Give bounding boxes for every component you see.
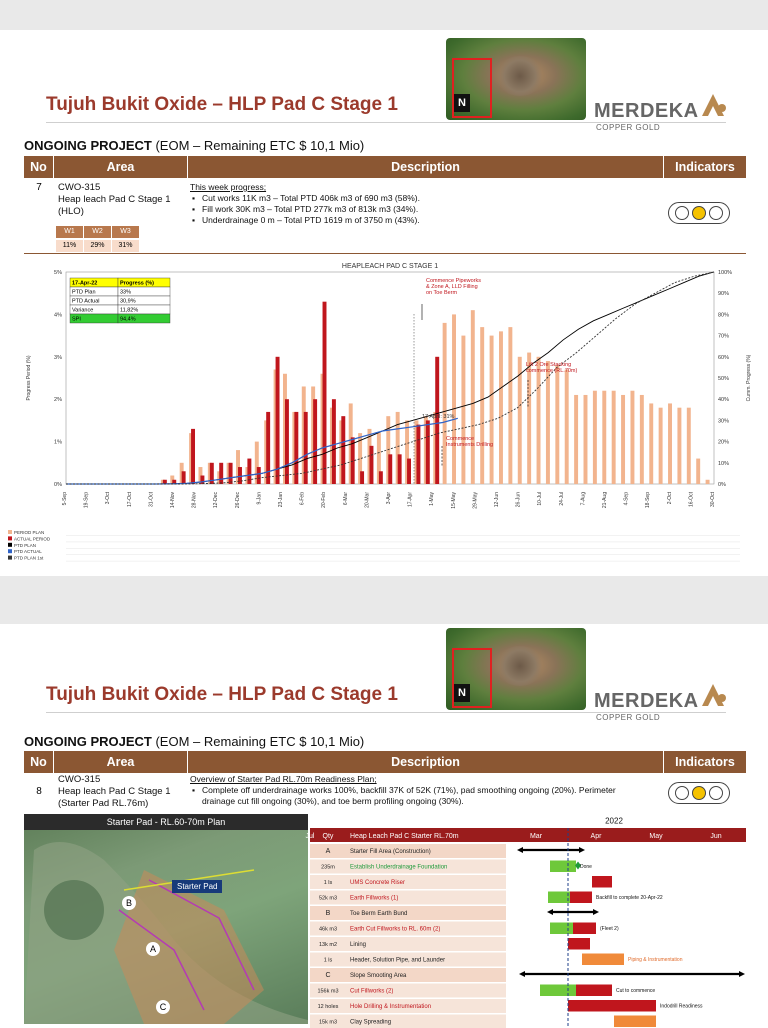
logo-sub: COPPER GOLD	[596, 123, 660, 132]
pit-shape	[496, 56, 544, 96]
x-tick-label: 29-May	[472, 492, 478, 509]
row-description	[190, 774, 630, 807]
y-tick-label: 1%	[54, 440, 62, 446]
period-plan-bar	[574, 395, 578, 484]
x-tick-label: 3-Oct	[105, 491, 111, 504]
gantt-qty: B	[326, 910, 331, 917]
actual-period-bar	[369, 446, 373, 484]
map-title: Starter Pad - RL.60-70m Plan	[24, 814, 308, 830]
period-plan-bar	[480, 327, 484, 484]
gantt-bar	[582, 954, 624, 966]
period-plan-bar	[508, 327, 512, 484]
actual-period-bar	[341, 416, 345, 484]
actual-period-bar	[332, 399, 336, 484]
col-indicators: Indicators	[664, 751, 746, 773]
page-gap-middle	[0, 576, 768, 624]
gantt-arrowhead-icon	[593, 909, 599, 915]
gantt-header-cell: Qty	[323, 833, 334, 840]
light-left-icon	[675, 786, 689, 800]
period-plan-bar	[499, 331, 503, 484]
heading-bold: ONGOING PROJECT	[24, 734, 152, 749]
weight-value: 29%	[84, 240, 111, 252]
starter-pad-gantt	[310, 818, 746, 1028]
zone-label-a: A	[146, 942, 160, 956]
map-drawing	[24, 830, 308, 1024]
logo-word: MERDEKA	[594, 690, 699, 713]
table-header	[24, 751, 746, 773]
gantt-bar	[568, 1000, 656, 1012]
y2-tick-label: 70%	[718, 334, 729, 340]
actual-period-bar	[285, 399, 289, 484]
gantt-note: Cut to commence	[616, 988, 655, 994]
x-tick-label: 6-Mar	[343, 492, 349, 505]
actual-period-bar	[294, 412, 298, 484]
x-tick-label: 3-Apr	[386, 492, 392, 505]
legend-label: PERIOD PLAN	[14, 530, 44, 535]
y-tick-label: 2%	[54, 397, 62, 403]
col-no: No	[24, 751, 54, 773]
period-plan-bar	[555, 365, 559, 484]
row-area	[58, 182, 171, 218]
annotation-line: Lift 2 Ore Stacking	[526, 362, 571, 368]
y2-tick-label: 90%	[718, 291, 729, 297]
weight-value: 11%	[56, 240, 83, 252]
north-arrow-icon: N	[454, 684, 470, 702]
site-minimap	[446, 628, 586, 710]
gantt-qty: 15k m3	[319, 1020, 337, 1026]
gantt-task: Establish Underdrainage Foundation	[350, 865, 447, 871]
y2-tick-label: 100%	[718, 270, 732, 276]
period-plan-bar	[602, 391, 606, 484]
gantt-row-bg	[310, 906, 506, 920]
legend-label: PTD ACTUAL	[14, 549, 42, 554]
x-tick-label: 31-Oct	[148, 491, 154, 507]
period-plan-bar	[677, 408, 681, 484]
x-tick-label: 5-Sep	[62, 492, 68, 506]
gantt-task: Earth Fillworks (1)	[350, 896, 398, 902]
col-indicators: Indicators	[664, 156, 746, 178]
row-no: 8	[24, 786, 54, 797]
x-tick-label: 19-Sep	[84, 492, 90, 508]
gantt-bar	[550, 861, 576, 873]
period-plan-bar	[621, 395, 625, 484]
logo-sub: COPPER GOLD	[596, 713, 660, 722]
gantt-arrowhead-icon	[739, 971, 745, 977]
x-tick-label: 14-Nov	[170, 492, 176, 509]
x-tick-label: 17-Apr	[408, 492, 414, 507]
y-tick-label: 3%	[54, 355, 62, 361]
gantt-note: Indodrill Readiness	[660, 1004, 703, 1010]
area-line: Heap leach Pad C Stage 1	[58, 786, 171, 798]
gantt-arrowhead-icon	[547, 909, 553, 915]
row-area	[58, 774, 171, 810]
summary-value: 11,82%	[120, 308, 138, 314]
x-tick-label: 26-Dec	[235, 492, 241, 509]
gantt-header-cell: Jul	[306, 833, 315, 840]
x-tick-label: 15-May	[451, 492, 457, 509]
summary-label: SPI	[72, 317, 81, 323]
x-tick-label: 30-Oct	[710, 491, 716, 507]
desc-bullet: ▪ Underdrainage 0 m – Total PTD 1619 m of 3750 m (43%).	[190, 215, 420, 226]
gantt-task: Starter Fill Area (Construction)	[350, 849, 431, 855]
gantt-qty: 1 ls	[324, 958, 333, 964]
summary-label: Variance	[72, 308, 93, 314]
x-tick-label: 4-Sep	[624, 492, 630, 506]
y2-tick-label: 50%	[718, 376, 729, 382]
period-plan-bar	[443, 323, 447, 484]
gantt-header-cell: Mar	[530, 833, 543, 840]
gantt-note: Backfill to complete 20-Apr-22	[596, 895, 663, 901]
gantt-qty: 46k m3	[319, 927, 337, 933]
weight-label: W2	[84, 226, 111, 238]
period-plan-bar	[471, 310, 475, 484]
annotation-line: & Zone A, LLD Filling	[426, 284, 478, 290]
gantt-note: Piping & Instrumentation	[628, 957, 683, 963]
y2-tick-label: 80%	[718, 312, 729, 318]
annotation-lift2	[526, 362, 578, 374]
starter-pad-plan-map	[24, 814, 308, 1024]
period-plan-bar	[490, 336, 494, 484]
gantt-task: Slope Smooting Area	[350, 973, 407, 979]
actual-period-bar	[407, 459, 411, 484]
actual-period-bar	[182, 471, 186, 484]
gantt-arrowhead-icon	[517, 847, 523, 853]
legend-label: ACTUAL PERIOD	[14, 536, 51, 541]
gantt-task: Lining	[350, 942, 366, 948]
gantt-bar-remaining	[570, 892, 592, 904]
logo-word: MERDEKA	[594, 100, 699, 123]
legend-label: PTD PLAN 1st	[14, 556, 44, 561]
actual-period-bar	[426, 420, 430, 484]
actual-period-bar	[435, 357, 439, 484]
col-area: Area	[54, 156, 188, 178]
gantt-task: Earth Cut Fillworks to RL. 60m (2)	[350, 927, 440, 933]
x-tick-label: 2-Oct	[667, 491, 673, 504]
gantt-qty: 156k m3	[317, 989, 338, 995]
light-middle-icon	[692, 786, 706, 800]
col-description: Description	[188, 156, 664, 178]
actual-period-bar	[191, 429, 195, 484]
actual-period-bar	[219, 463, 223, 484]
y2-tick-label: 10%	[718, 461, 729, 467]
gantt-arrowhead-icon	[519, 971, 525, 977]
y2-tick-label: 20%	[718, 440, 729, 446]
title-divider	[46, 122, 726, 123]
gantt-header-cell: May	[649, 833, 663, 840]
area-line: (Starter Pad RL.76m)	[58, 798, 171, 810]
summary-label: PTD Plan	[72, 290, 96, 296]
actual-period-bar	[416, 425, 420, 484]
desc-bullet: ▪ Fill work 30K m3 – Total PTD 277k m3 of 813k m3 (34%).	[190, 204, 420, 215]
x-tick-label: 20-Feb	[321, 492, 327, 508]
gantt-row-bg	[310, 875, 506, 889]
gantt-bar	[614, 1016, 656, 1028]
logo-mark-icon	[698, 676, 728, 710]
y2-tick-label: 40%	[718, 397, 729, 403]
desc-title: This week progress;	[190, 182, 420, 193]
zone-label-b: B	[122, 896, 136, 910]
x-tick-label: 24-Jul	[559, 492, 565, 506]
weight-label: W1	[56, 226, 83, 238]
annotation-line: Instruments Drilling	[446, 442, 493, 448]
summary-label: PTD Actual	[72, 299, 100, 305]
traffic-light-indicator	[668, 782, 730, 804]
gantt-qty: 52k m3	[319, 896, 337, 902]
gantt-note: (Fleet 2)	[600, 926, 619, 932]
slide-title: Tujuh Bukit Oxide – HLP Pad C Stage 1	[46, 94, 398, 116]
gantt-bar-done	[548, 892, 570, 904]
y2-tick-label: 0%	[718, 482, 726, 488]
col-area: Area	[54, 751, 188, 773]
table-header	[24, 156, 746, 178]
actual-period-bar	[398, 454, 402, 484]
actual-period-bar	[388, 454, 392, 484]
gantt-task: UMS Concrete Riser	[350, 880, 405, 886]
period-plan-bar	[452, 314, 456, 484]
x-tick-label: 21-Aug	[602, 492, 608, 508]
gantt-bar	[568, 938, 590, 950]
light-left-icon	[675, 206, 689, 220]
area-line: (HLO)	[58, 206, 171, 218]
light-right-icon	[709, 206, 723, 220]
legend-swatch	[8, 556, 12, 560]
annotation-17april: 17 April: 31%	[422, 414, 455, 420]
gantt-year: 2022	[605, 817, 623, 826]
table-row	[24, 774, 746, 812]
period-plan-bar	[630, 391, 634, 484]
light-right-icon	[709, 786, 723, 800]
actual-period-bar	[323, 302, 327, 484]
annotation-line: on Toe Berm	[426, 290, 458, 296]
gantt-qty: C	[325, 972, 330, 979]
row-description	[190, 182, 420, 226]
gantt-bar-remaining	[576, 985, 612, 997]
legend-swatch	[8, 543, 12, 547]
chart-title: HEAPLEACH PAD C STAGE 1	[342, 263, 438, 270]
x-tick-label: 23-Jan	[278, 492, 284, 508]
x-tick-label: 10-Jul	[537, 492, 543, 506]
gantt-task: Hole Drilling & Instrumentation	[350, 1004, 431, 1010]
x-tick-label: 18-Sep	[645, 492, 651, 508]
gantt-note: Done	[580, 864, 592, 870]
legend-swatch	[8, 549, 12, 553]
x-tick-label: 7-Aug	[580, 492, 586, 506]
period-plan-bar	[584, 395, 588, 484]
annotation-line: Commence	[446, 436, 474, 442]
period-plan-bar	[659, 408, 663, 484]
summary-value: 30,9%	[120, 299, 136, 305]
actual-period-bar	[257, 467, 261, 484]
gantt-header-cell: Apr	[591, 833, 603, 840]
actual-period-bar	[313, 399, 317, 484]
gantt-qty: 235m	[321, 865, 335, 871]
y2-tick-label: 60%	[718, 355, 729, 361]
row-no: 7	[24, 182, 54, 193]
pit-shape	[496, 646, 544, 686]
y-tick-label: 5%	[54, 270, 62, 276]
page-gap-top	[0, 0, 768, 30]
period-plan-bar	[668, 403, 672, 484]
period-plan-bar	[696, 459, 700, 484]
gantt-row-bg	[310, 937, 506, 951]
x-tick-label: 28-Nov	[192, 492, 198, 509]
x-tick-label: 1-May	[429, 492, 435, 506]
summary-label: 17-Apr-22	[72, 281, 97, 287]
col-description: Description	[188, 751, 664, 773]
actual-period-bar	[360, 471, 364, 484]
x-tick-label: 20-Mar	[364, 492, 370, 508]
x-tick-label: 26-Jun	[516, 492, 522, 508]
annotation-line: commence (RL.70m)	[526, 368, 578, 374]
desc-bullet: ▪ Cut works 11K m3 – Total PTD 406k m3 of 690 m3 (58%).	[190, 193, 420, 204]
title-divider	[46, 712, 726, 713]
gantt-qty: 1 ls	[324, 880, 333, 886]
heading-bold: ONGOING PROJECT	[24, 138, 152, 153]
slide-2	[0, 624, 768, 1024]
gantt-row-bg	[310, 968, 506, 982]
gantt-bar-done	[550, 923, 573, 935]
period-plan-bar	[640, 395, 644, 484]
x-tick-label: 12-Jun	[494, 492, 500, 508]
desc-title: Overview of Starter Pad RL.70m Readiness Plan;	[190, 774, 630, 785]
period-plan-bar	[565, 370, 569, 484]
company-logo	[594, 92, 734, 136]
y-axis-label: Progress Period (%)	[26, 355, 32, 400]
legend-label: PTD PLAN	[14, 543, 36, 548]
weight-label: W3	[112, 226, 139, 238]
site-minimap	[446, 38, 586, 120]
desc-bullet: ▪ Complete off underdrainage works 100%, backfill 37K of 52K (71%), pad smoothing ongoing (20%). Perimeter drainage cut fill ongoing (30%), and toe berm profiling ongoing (30%).	[190, 785, 630, 807]
summary-value: Progress (%)	[120, 281, 154, 287]
y-tick-label: 4%	[54, 312, 62, 318]
table-row	[24, 180, 746, 254]
gantt-qty: A	[326, 848, 331, 855]
period-plan-bar	[612, 391, 616, 484]
slide-1	[0, 30, 768, 576]
gantt-qty: 13k m2	[319, 942, 337, 948]
company-logo	[594, 682, 734, 726]
x-tick-label: 12-Dec	[213, 492, 219, 509]
slide-title: Tujuh Bukit Oxide – HLP Pad C Stage 1	[46, 684, 398, 706]
x-tick-label: 9-Jan	[256, 492, 262, 505]
period-plan-bar	[687, 408, 691, 484]
gantt-qty: 12 holes	[318, 1004, 339, 1010]
actual-period-bar	[266, 412, 270, 484]
y-tick-label: 0%	[54, 482, 62, 488]
period-plan-bar	[461, 336, 465, 484]
gantt-row-bg	[310, 891, 506, 905]
section-heading	[24, 138, 364, 153]
north-arrow-icon: N	[454, 94, 470, 112]
area-line: CWO-315	[58, 774, 171, 786]
gantt-task: Cut Fillworks (2)	[350, 989, 393, 995]
actual-period-bar	[379, 471, 383, 484]
period-plan-bar	[649, 403, 653, 484]
period-plan-bar	[706, 480, 710, 484]
gantt-task: Toe Berm Earth Bund	[350, 911, 407, 917]
gantt-bar-done	[540, 985, 576, 997]
gantt-task: Clay Spreading	[350, 1020, 391, 1026]
gantt-task: Header, Solution Pipe, and Launder	[350, 958, 445, 964]
zone-label-c: C	[156, 1000, 170, 1014]
legend-swatch	[8, 530, 12, 534]
gantt-bar-remaining	[573, 923, 596, 935]
gantt-row-bg	[310, 1015, 506, 1028]
summary-value: 94,4%	[120, 317, 136, 323]
legend-swatch	[8, 536, 12, 540]
logo-mark-icon	[698, 86, 728, 120]
area-line: Heap leach Pad C Stage 1	[58, 194, 171, 206]
x-tick-label: 16-Oct	[688, 491, 694, 507]
actual-period-bar	[200, 476, 204, 484]
gantt-header-cell: Jun	[710, 833, 721, 840]
col-no: No	[24, 156, 54, 178]
heading-rest: (EOM – Remaining ETC $ 10,1 Mio)	[152, 734, 364, 749]
heading-rest: (EOM – Remaining ETC $ 10,1 Mio)	[152, 138, 364, 153]
gantt-row-bg	[310, 984, 506, 998]
heapleach-progress-chart	[0, 258, 768, 576]
y2-axis-label: Cumm. Progress (%)	[746, 354, 752, 401]
y2-tick-label: 30%	[718, 418, 729, 424]
period-plan-bar	[537, 357, 541, 484]
x-tick-label: 17-Oct	[127, 491, 133, 507]
light-middle-icon	[692, 206, 706, 220]
period-plan-bar	[593, 391, 597, 484]
gantt-arrowhead-icon	[579, 847, 585, 853]
x-tick-label: 6-Feb	[300, 492, 306, 505]
section-heading	[24, 734, 364, 749]
gantt-header-cell: Heap Leach Pad C Starter RL.70m	[350, 833, 459, 840]
actual-period-bar	[229, 463, 233, 484]
period-plan-bar	[546, 361, 550, 484]
area-line: CWO-315	[58, 182, 171, 194]
annotation-line: Commence Pipeworks	[426, 278, 481, 284]
starter-pad-callout: Starter Pad	[172, 880, 222, 893]
summary-value: 33%	[120, 290, 131, 296]
gantt-bar	[592, 876, 612, 888]
actual-period-bar	[276, 357, 280, 484]
weight-value: 31%	[112, 240, 139, 252]
traffic-light-indicator	[668, 202, 730, 224]
